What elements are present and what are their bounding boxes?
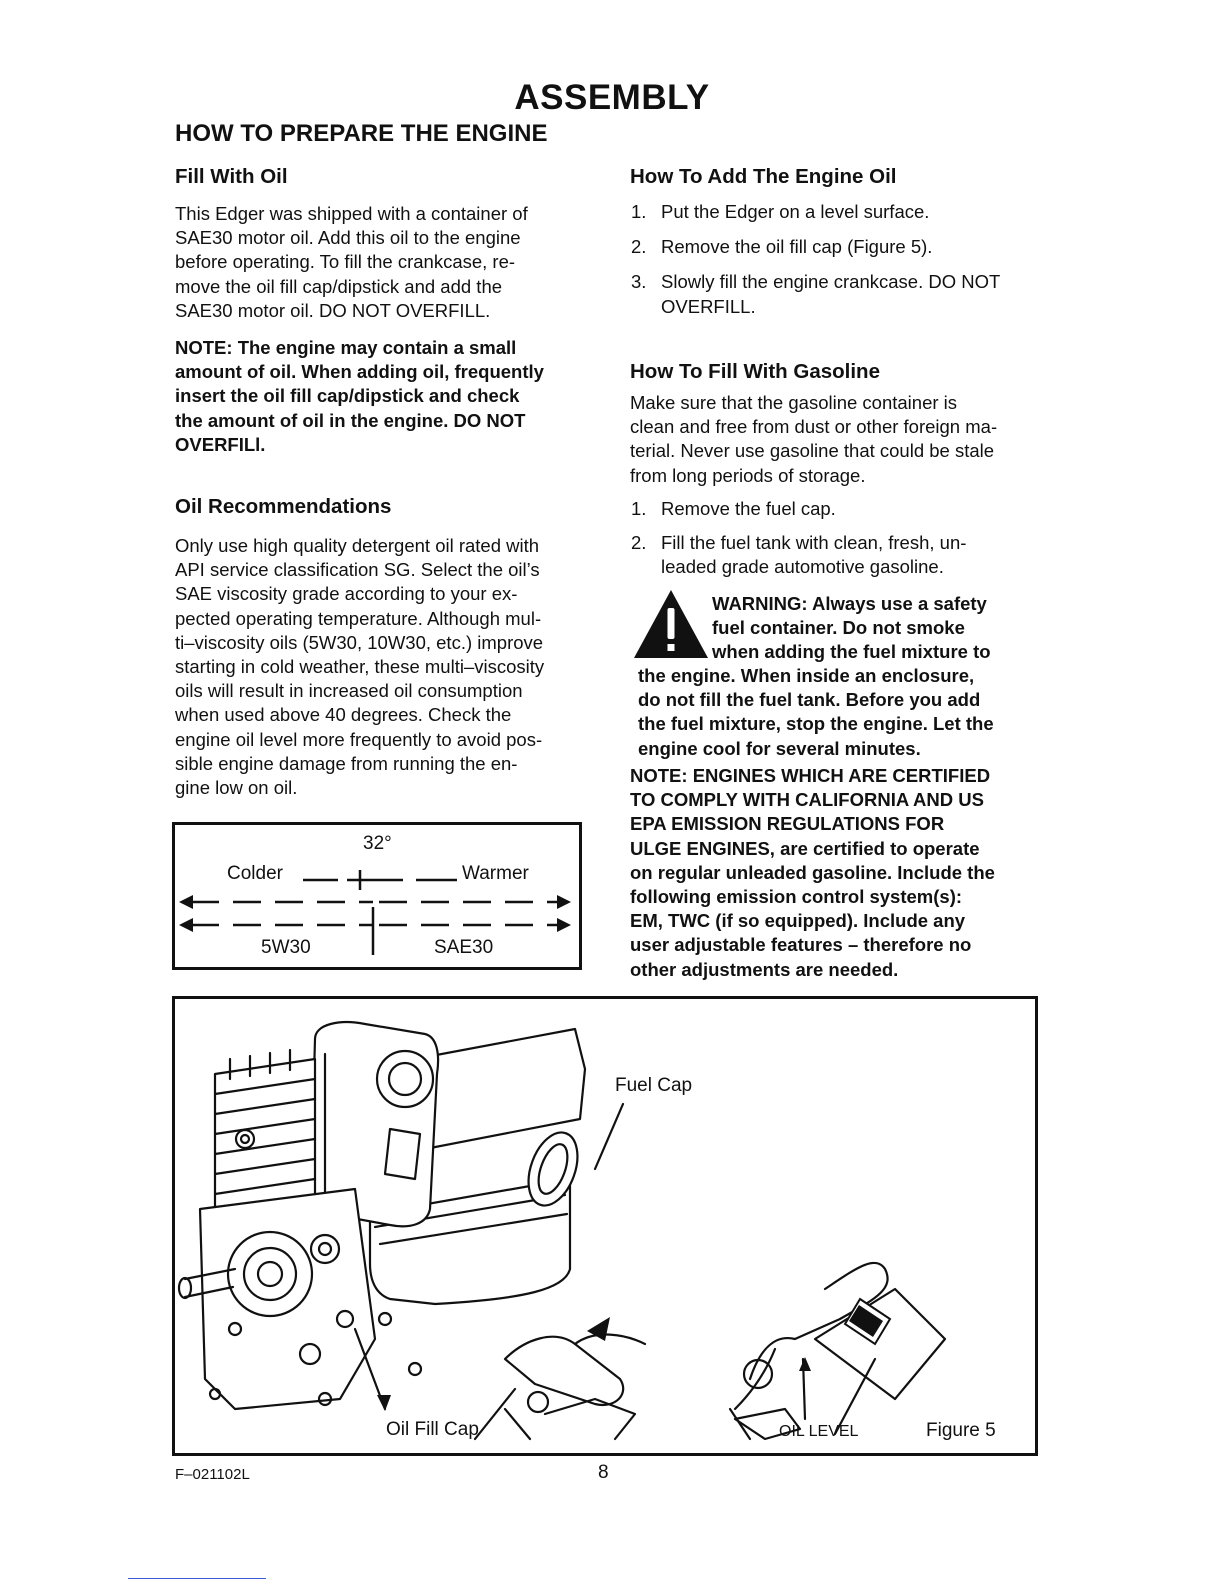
note-line: on regular unleaded gasoline. Include the <box>630 861 995 883</box>
text-line: move the oil fill cap/dipstick and add the <box>175 275 503 297</box>
oil-warm-label: SAE30 <box>434 937 494 958</box>
figure-5-box <box>172 996 1038 1456</box>
list-item: 2. Fill the fuel tank with clean, fresh, un- leaded grade automotive gasoline. <box>631 532 967 578</box>
warning-text-short <box>712 592 1042 665</box>
figure-label: Figure 5 <box>926 1420 996 1441</box>
add-engine-oil-steps <box>630 200 1042 319</box>
engine-illustration <box>175 999 1035 1453</box>
section-title: HOW TO PREPARE THE ENGINE <box>175 120 548 147</box>
temperature-label: 32° <box>363 833 392 854</box>
page-title: ASSEMBLY <box>514 78 710 117</box>
text-line: gine low on oil. <box>175 777 298 799</box>
note-line: OVERFILl. <box>175 433 266 455</box>
fill-with-oil-note <box>175 336 580 457</box>
note-line: ULGE ENGINES, are certified to operate <box>630 837 980 859</box>
oil-recommendations-heading: Oil Recommendations <box>175 495 392 518</box>
text-line: pected operating temperature. Although mul- <box>175 607 542 629</box>
note-line: EPA EMISSION REGULATIONS FOR <box>630 813 945 835</box>
note-line: NOTE: ENGINES WHICH ARE CERTIFIED <box>630 765 991 786</box>
warning-line: when adding the fuel mixture to <box>712 641 991 663</box>
note-line: following emission control system(s): <box>630 886 963 908</box>
fill-with-oil-body <box>175 202 580 323</box>
text-line: sible engine damage from running the en- <box>175 752 518 774</box>
text-line: Make sure that the gasoline container is <box>630 392 958 413</box>
fill-gasoline-heading: How To Fill With Gasoline <box>630 360 880 383</box>
text-line: engine oil level more frequently to avoid pos- <box>175 728 543 750</box>
viscosity-chart-arrows <box>175 825 579 967</box>
warning-line: do not fill the fuel tank. Before you add <box>638 689 981 711</box>
fill-gasoline-steps <box>630 497 1042 580</box>
note-line: EM, TWC (if so equipped). Include any <box>630 910 966 932</box>
text-line: when used above 40 degrees. Check the <box>175 704 512 726</box>
note-line: NOTE: The engine may contain a small <box>175 337 517 358</box>
document-code: F–021102L <box>175 1466 250 1483</box>
warning-line: fuel container. Do not smoke <box>712 617 965 639</box>
note-line: insert the oil fill cap/dipstick and check <box>175 385 520 407</box>
text-line: API service classification SG. Select the oil’s <box>175 559 540 581</box>
text-line: SAE30 motor oil. Add this oil to the engine <box>175 227 521 249</box>
list-item: 1. Put the Edger on a level surface. <box>631 201 930 222</box>
text-line: SAE30 motor oil. DO NOT OVERFILL. <box>175 299 491 321</box>
fill-with-oil-heading: Fill With Oil <box>175 165 288 188</box>
warning-line: the fuel mixture, stop the engine. Let the <box>638 713 994 735</box>
add-engine-oil-heading: How To Add The Engine Oil <box>630 165 897 188</box>
emission-note <box>630 764 1042 982</box>
fill-gasoline-body <box>630 391 1042 488</box>
fuel-cap-label: Fuel Cap <box>615 1075 693 1096</box>
warning-line: the engine. When inside an enclosure, <box>638 665 975 686</box>
warning-text-full <box>638 664 1042 761</box>
list-item: 2. Remove the oil fill cap (Figure 5). <box>631 236 933 258</box>
viscosity-chart <box>172 822 582 970</box>
note-line: user adjustable features – therefore no <box>630 934 972 956</box>
text-line: SAE viscosity grade according to your ex- <box>175 583 518 605</box>
oil-fill-cap-label: Oil Fill Cap <box>386 1419 479 1440</box>
oil-level-label: OIL LEVEL <box>779 1423 859 1440</box>
text-line: from long periods of storage. <box>630 464 866 486</box>
oil-recommendations-body <box>175 534 580 800</box>
page-number: 8 <box>598 1462 609 1483</box>
warning-triangle-icon <box>632 588 710 660</box>
warning-line: WARNING: Always use a safety <box>712 593 987 614</box>
text-line: terial. Never use gasoline that could be stale <box>630 440 995 462</box>
text-line: clean and free from dust or other foreign ma- <box>630 416 998 438</box>
text-line: before operating. To fill the crankcase, re- <box>175 251 516 273</box>
warmer-label: Warmer <box>462 863 529 884</box>
text-line: ti–viscosity oils (5W30, 10W30, etc.) improve <box>175 631 544 653</box>
text-line: This Edger was shipped with a container of <box>175 203 528 224</box>
note-line: amount of oil. When adding oil, frequently <box>175 361 544 383</box>
text-line: starting in cold weather, these multi–viscosity <box>175 656 545 678</box>
divider <box>128 1578 266 1579</box>
list-item: 1. Remove the fuel cap. <box>631 498 836 519</box>
text-line: Only use high quality detergent oil rated with <box>175 535 540 556</box>
text-line: oils will result in increased oil consumption <box>175 680 523 702</box>
warning-line: engine cool for several minutes. <box>638 737 921 759</box>
note-line: TO COMPLY WITH CALIFORNIA AND US <box>630 789 984 811</box>
colder-label: Colder <box>227 863 283 884</box>
oil-cold-label: 5W30 <box>261 937 311 958</box>
note-line: the amount of oil in the engine. DO NOT <box>175 409 526 431</box>
note-line: other adjustments are needed. <box>630 958 899 980</box>
list-item: 3. Slowly fill the engine crankcase. DO NOT OVERFILL. <box>631 271 1001 317</box>
